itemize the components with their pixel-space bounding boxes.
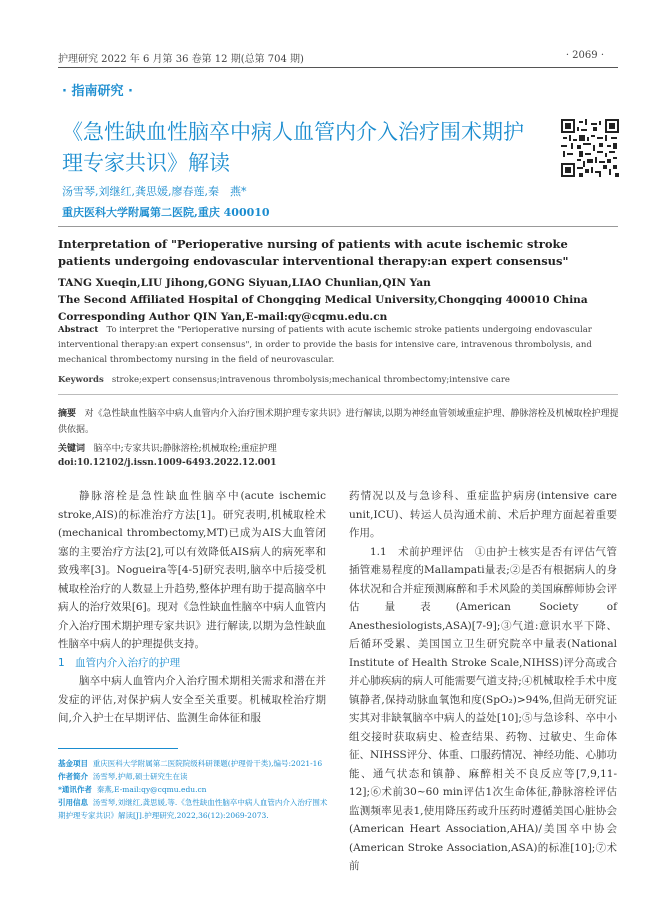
abstract-label: Abstract [58, 325, 99, 335]
author-note [58, 770, 328, 783]
corr-note [58, 783, 328, 796]
fund-label: 基金项目 [58, 759, 88, 768]
abstract-text: To interpret the "Perioperative nursing of patients with acute ischemic stroke patients undergoing endovascular interventional therapy:an expert consensus", in order to provide the basis for intensive care, intravenous thrombolysis, and mechanical thrombectomy nursing in the field of neurovascular. [58, 325, 592, 365]
header-rule [58, 67, 618, 68]
page-number: · 2069 · [565, 50, 604, 61]
article-title-en: Interpretation of "Perioperative nursing of patients with acute ischemic stroke patients undergoing endovascular interventional therapy:an expert consensus" [58, 237, 569, 268]
abstract-zh-label: 摘要 [58, 409, 77, 419]
corresponding-author-en: Corresponding Author QIN Yan,E-mail:qy@cqmu.edu.cn [58, 311, 388, 323]
section-tag: · 指南研究 · [62, 84, 133, 99]
keywords-zh [58, 441, 277, 454]
fund-note [58, 757, 328, 770]
body-paragraph: 药情况以及与急诊科、重症监护病房(intensive care unit,ICU)、转运人员沟通术前、术后护理方面起着重要作用。 [349, 490, 617, 539]
cite-label: 引用信息 [58, 798, 88, 807]
corr-label: *通讯作者 [58, 785, 92, 794]
author-label: 作者简介 [58, 772, 88, 781]
keywords-label: Keywords [58, 375, 104, 385]
body-paragraph: 脑卒中病人血管内介入治疗围术期相关需求和潜在并发症的评估,对保护病人安全至关重要。机械取栓治疗期间,介入护士在早期评估、监测生命体征和服 [58, 675, 326, 724]
keywords-en [58, 375, 620, 385]
authors-en: TANG Xueqin,LIU Jihong,GONG Siyuan,LIAO Chunlian,QIN Yan [58, 277, 431, 289]
doi: doi:10.12102/j.issn.1009-6493.2022.12.001 [58, 458, 277, 468]
body-column-right [349, 487, 617, 876]
footnote [58, 757, 328, 822]
body-paragraph: 静脉溶栓是急性缺血性脑卒中(acute ischemic stroke,AIS)的标准治疗方法[1]。研究表明,机械取栓术(mechanical thrombectomy,MT)已成为AIS大血管闭塞的主要治疗方法[2],可以有效降低AIS病人的病死率和致残率[3]。Nogueira等[4-5]研究表明,脑卒中后接受机械取栓治疗的人数显上升趋势,整体护理有助于提高脑卒中病人的治疗效果[6]。现对《急性缺血性脑卒中病人血管内介入治疗围术期护理专家共识》进行解读,以期为急性缺血性脑卒中病人的护理提供支持。 [58, 490, 326, 650]
affiliation-zh: 重庆医科大学附属第二医院,重庆 400010 [62, 206, 270, 219]
abstract-rule [58, 394, 618, 395]
keywords-text: stroke;expert consensus;intravenous thrombolysis;mechanical thrombectomy;intensive care [111, 375, 510, 385]
section-heading: 1 血管内介入治疗的护理 [58, 656, 181, 669]
keywords-zh-text: 脑卒中;专家共识;静脉溶栓;机械取栓;重症护理 [93, 444, 277, 454]
article-title-zh: 《急性缺血性脑卒中病人血管内介入治疗围术期护理专家共识》解读 [62, 120, 524, 175]
footnote-rule [58, 748, 178, 749]
affiliation-en: The Second Affiliated Hospital of Chongqing Medical University,Chongqing 400010 China [58, 294, 588, 306]
fund-text: 重庆医科大学附属第二医院院级科研课题(护理骨干类),编号:2021-16 [92, 759, 323, 768]
cite-note [58, 796, 328, 822]
corr-text: 秦燕,E-mail:qy@cqmu.edu.cn [96, 785, 207, 794]
abstract-zh [58, 406, 620, 438]
author-text: 汤雪琴,护师,硕士研究生在读 [92, 772, 188, 781]
cite-text: 汤雪琴,刘继红,龚思媛,等.《急性缺血性脑卒中病人血管内介入治疗围术期护理专家共识》解读[J].护理研究,2022,36(12):2069-2073. [58, 798, 328, 820]
abstract-zh-text: 对《急性缺血性脑卒中病人血管内介入治疗围术期护理专家共识》进行解读,以期为神经血管领域重症护理、静脉溶栓及机械取栓护理提供依据。 [58, 409, 619, 435]
abstract-en [58, 323, 620, 368]
journal-header: 护理研究 2022 年 6 月第 36 卷第 12 期(总第 704 期) [58, 54, 304, 65]
authors-zh: 汤雪琴,刘继红,龚思媛,廖春莲,秦 燕* [62, 185, 247, 198]
title-rule [58, 226, 618, 227]
keywords-zh-label: 关键词 [58, 444, 86, 454]
qr-code-icon [561, 119, 619, 177]
body-paragraph: 1.1 术前护理评估 ①由护士核实是否有评估气管插管难易程度的Mallampati量表;②是否有根据病人的身体状况和合并症预测麻醉和手术风险的美国麻醉师协会评估量表(American Society of Anesthesiologists,ASA)[7-9];③气道:意识水平下降、后循环受累、美国国立卫生研究院卒中量表(National Institute of Health Stroke Scale,NIHSS)评分高或合并心肺疾病的病人可能需要气道支持;④机械取栓手术中度镇静者,保持动脉血氧饱和度(SpO₂)>94%,但尚无研究证实其对非缺氧脑卒中病人的益处[10];⑤与急诊科、卒中小组交接时获取病史、检查结果、药物、过敏史、生命体征、NIHSS评分、体重、口服药情况、神经功能、心肺功能、通气状态和镇静、麻醉相关不良反应等[7,9,11-12];⑥术前30~60 min评估1次生命体征,静脉溶栓评估监测频率见表1,使用降压药或升压药时遵循美国心脏协会(American Heart Association,AHA)/美国卒中协会(American Stroke Association,ASA)的标准[10];⑦术前 [349, 545, 617, 872]
body-column-left [58, 487, 326, 728]
